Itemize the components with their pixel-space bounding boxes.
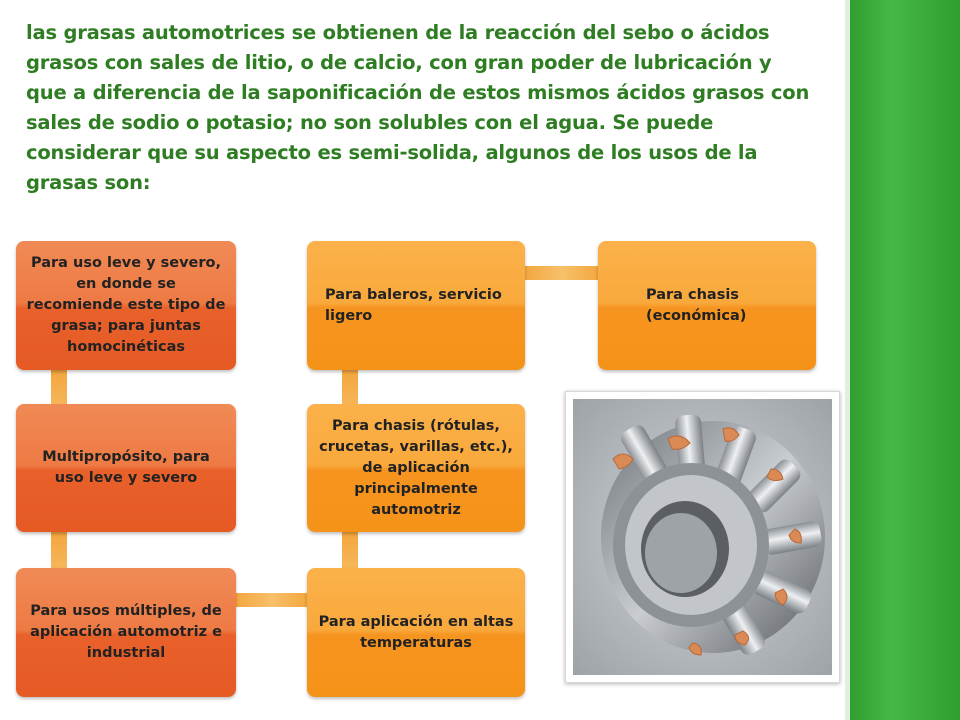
- process-box-5-label: Para chasis (rótulas, crucetas, varillas, etc.), de aplicación principalmente automotriz: [319, 417, 513, 518]
- bearing-photo: [573, 399, 832, 675]
- decorative-side-band: [845, 0, 960, 720]
- process-box-4-label: Para aplicación en altas temperaturas: [318, 613, 514, 651]
- process-box-1: [16, 241, 236, 370]
- connector-2-3: [51, 530, 67, 570]
- process-box-7: [598, 241, 816, 370]
- photo-frame: [565, 391, 840, 683]
- process-box-5: [307, 404, 525, 532]
- process-box-3-label: Para usos múltiples, de aplicación automotriz e industrial: [30, 603, 222, 661]
- process-box-6: [307, 241, 525, 370]
- side-band-edge: [845, 0, 850, 720]
- process-box-2: [16, 404, 236, 532]
- process-box-6-label: Para baleros, servicio ligero: [325, 286, 502, 324]
- process-box-4: [307, 568, 525, 697]
- connector-6-7: [522, 266, 602, 280]
- process-box-2-label: Multipropósito, para uso leve y severo: [42, 449, 210, 486]
- connector-4-5: [342, 530, 358, 570]
- process-box-1-label: Para uso leve y severo, en donde se recomiende este tipo de grasa; para juntas homocinéticas: [26, 255, 226, 355]
- intro-paragraph: las grasas automotrices se obtienen de la reacción del sebo o ácidos grasos con sales de litio, o de calcio, con gran poder de lubricación y que a diferencia de la saponificación de estos mismos ácidos grasos con sales de sodio o potasio; no son solubles con el agua. Se puede considerar que su aspecto es semi-solida, algunos de los usos de la grasas son:: [26, 21, 810, 194]
- process-box-7-label: Para chasis (económica): [646, 286, 747, 324]
- bearing-illustration: [573, 399, 832, 675]
- process-box-3: [16, 568, 236, 697]
- connector-5-6: [342, 368, 358, 408]
- connector-3-4: [234, 593, 310, 607]
- connector-1-2: [51, 368, 67, 408]
